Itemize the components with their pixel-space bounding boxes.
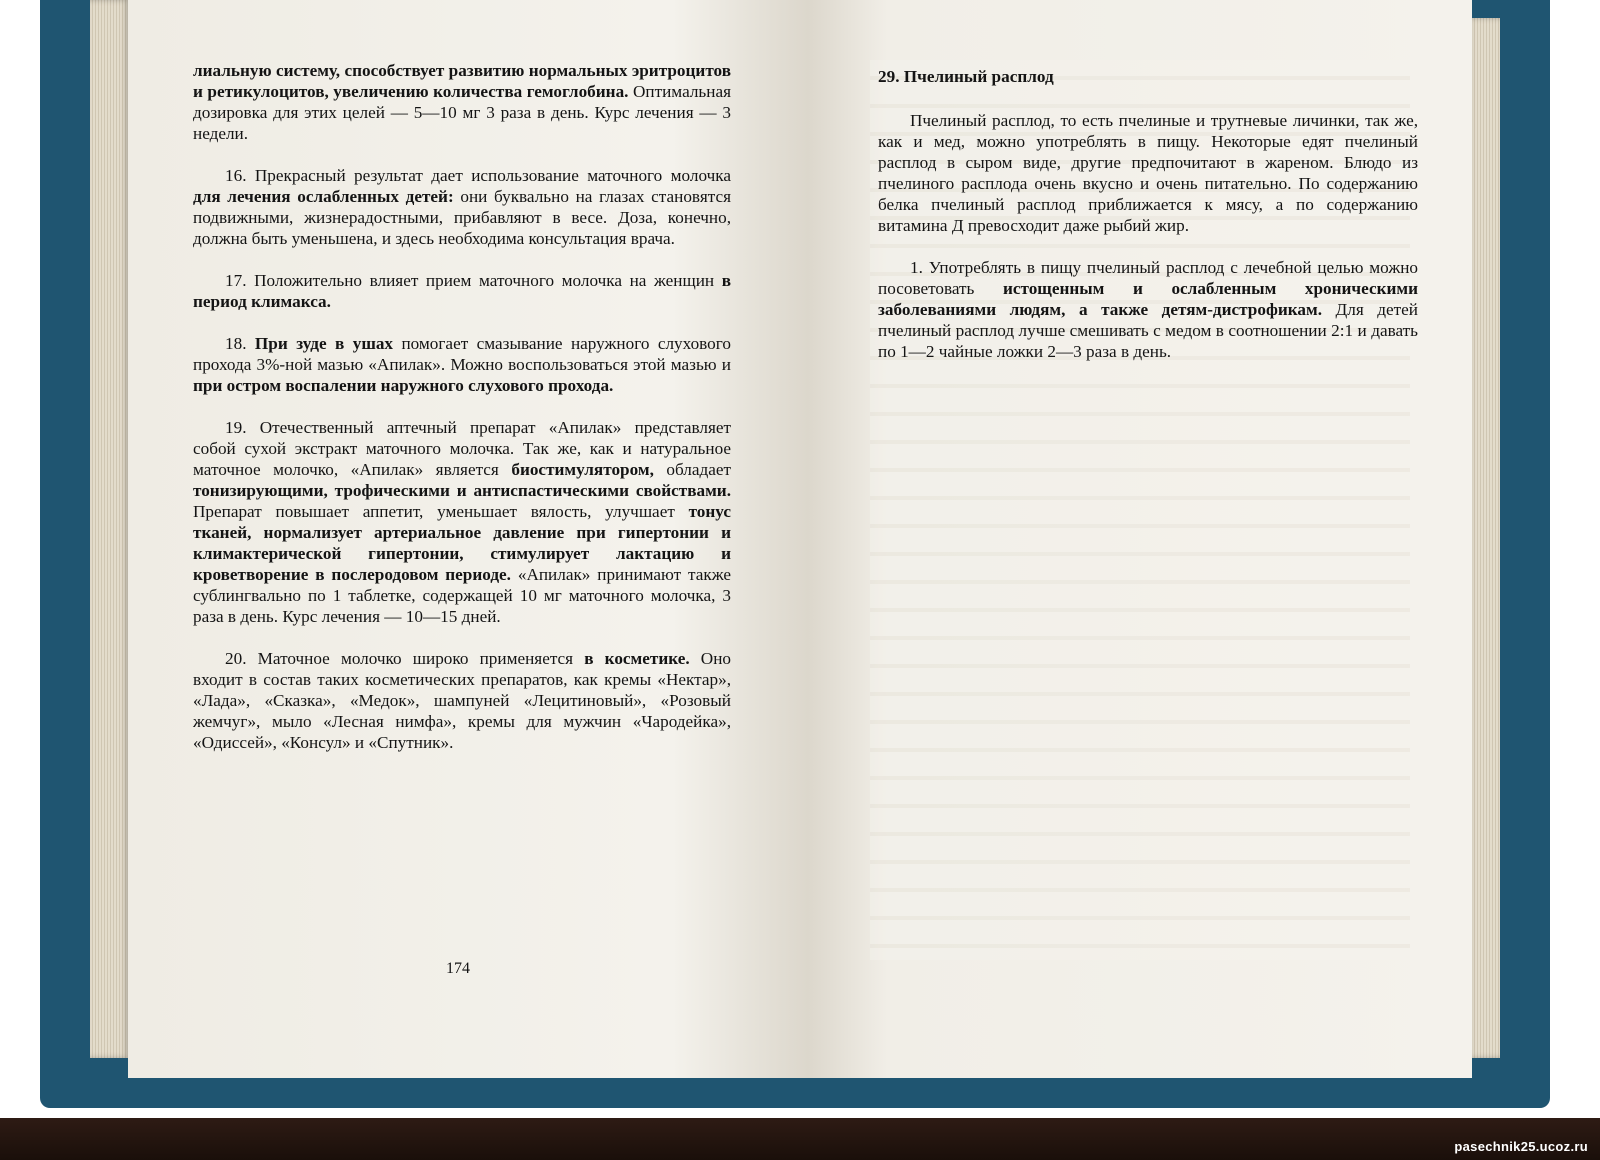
text-run: 18.	[225, 334, 255, 353]
paragraph-1	[878, 257, 1418, 362]
paragraph-19	[193, 417, 731, 627]
bold-text: тонус тканей, нормализует артериальное давление при гипертонии и климактерической гипертонии, стимулирует лактацию и кроветворение в послеродовом периоде.	[193, 502, 731, 584]
bold-text: истощенным и ослабленным хроническими заболеваниями людям, а также детям-дистрофикам.	[878, 279, 1418, 319]
text-run: 17. Положительно влияет прием маточного молочка на женщин	[225, 271, 722, 290]
left-page	[128, 0, 808, 1078]
page-edges-left	[90, 0, 130, 1058]
bold-text: в период климакса.	[193, 271, 731, 311]
section-heading: 29. Пчелиный расплод	[878, 67, 1054, 86]
intro-paragraph: Пчелиный расплод, то есть пчелиные и трутневые личинки, так же, как и мед, можно употреблять в пищу. Некоторые едят пчелиный расплод в сыром виде, другие предпочитают в жареном. Блюдо из пчелиного расплода очень вкусно и очень питательно. По содержанию белка пчелиный расплод приближается к мясу, а по содержанию витамина Д превосходит даже рыбий жир.	[878, 111, 1418, 235]
paragraph-20	[193, 648, 731, 753]
bold-text: тонизирующими, трофическими и антиспастическими свойствами.	[193, 481, 731, 500]
paragraph-continued	[193, 60, 731, 144]
paragraph-18	[193, 333, 731, 396]
right-page	[808, 0, 1472, 1078]
text-run: Для детей пчелиный расплод лучше смешивать с медом в соотношении 2:1 и давать по 1—2 чайные ложки 2—3 раза в день.	[878, 300, 1418, 361]
text-run: «Апилак» принимают также сублингвально по 1 таблетке, содержащей 10 мг маточного молочка, 3 раза в день. Курс лечения — 10—15 дней.	[193, 565, 731, 626]
site-watermark: pasechnik25.ucoz.ru	[1454, 1139, 1588, 1154]
paragraph-16	[193, 165, 731, 249]
text-run: они буквально на глазах становятся подвижными, жизнерадостными, прибавляют в весе. Доза, конечно, должна быть уменьшена, и здесь необходима консультация врача.	[193, 187, 731, 248]
bold-text: при остром воспалении наружного слухового прохода.	[193, 376, 614, 395]
bold-text: для лечения ослабленных детей:	[193, 187, 454, 206]
bold-text: биостимулятором,	[511, 460, 654, 479]
text-run: 20. Маточное молочко широко применяется	[225, 649, 585, 668]
background-strip	[0, 1118, 1600, 1160]
text-run: Препарат повышает аппетит, уменьшает вялость, улучшает	[193, 502, 689, 521]
paragraph-17	[193, 270, 731, 312]
bold-text: в косметике.	[584, 649, 690, 668]
text-run: обладает	[653, 460, 732, 479]
bold-text: лиальную систему, способствует развитию нормальных эритроцитов и ретикулоцитов, увеличению количества гемоглобина.	[193, 61, 731, 101]
page-number: 174	[446, 960, 470, 977]
left-page-text	[193, 60, 731, 753]
text-run: Оптимальная дозировка для этих целей — 5—10 мг 3 раза в день. Курс лечения — 3 недели.	[193, 82, 731, 143]
text-run: 1. Употреблять в пищу пчелиный расплод с лечебной целью можно посоветовать	[878, 258, 1418, 298]
bold-text: При зуде в ушах	[254, 334, 394, 353]
text-run: 19. Отечественный аптечный препарат «Апилак» представляет собой сухой экстракт маточного молочка. Так же, как и натуральное маточное молочко, «Апилак» является	[193, 418, 731, 479]
text-run: Оно входит в состав таких косметических препаратов, как кремы «Нектар», «Лада», «Сказка», «Медок», шампуней «Лецитиновый», «Розовый жемчуг», мыло «Лесная нимфа», кремы для мужчин «Чародейка», «Одиссей», «Консул» и «Спутник».	[193, 649, 731, 752]
text-run: помогает смазывание наружного слухового прохода 3%-ной мазью «Апилак». Можно воспользоваться этой мазью и	[193, 334, 731, 374]
text-run: 16. Прекрасный результат дает использование маточного молочка	[225, 166, 731, 185]
right-page-text	[878, 66, 1418, 362]
